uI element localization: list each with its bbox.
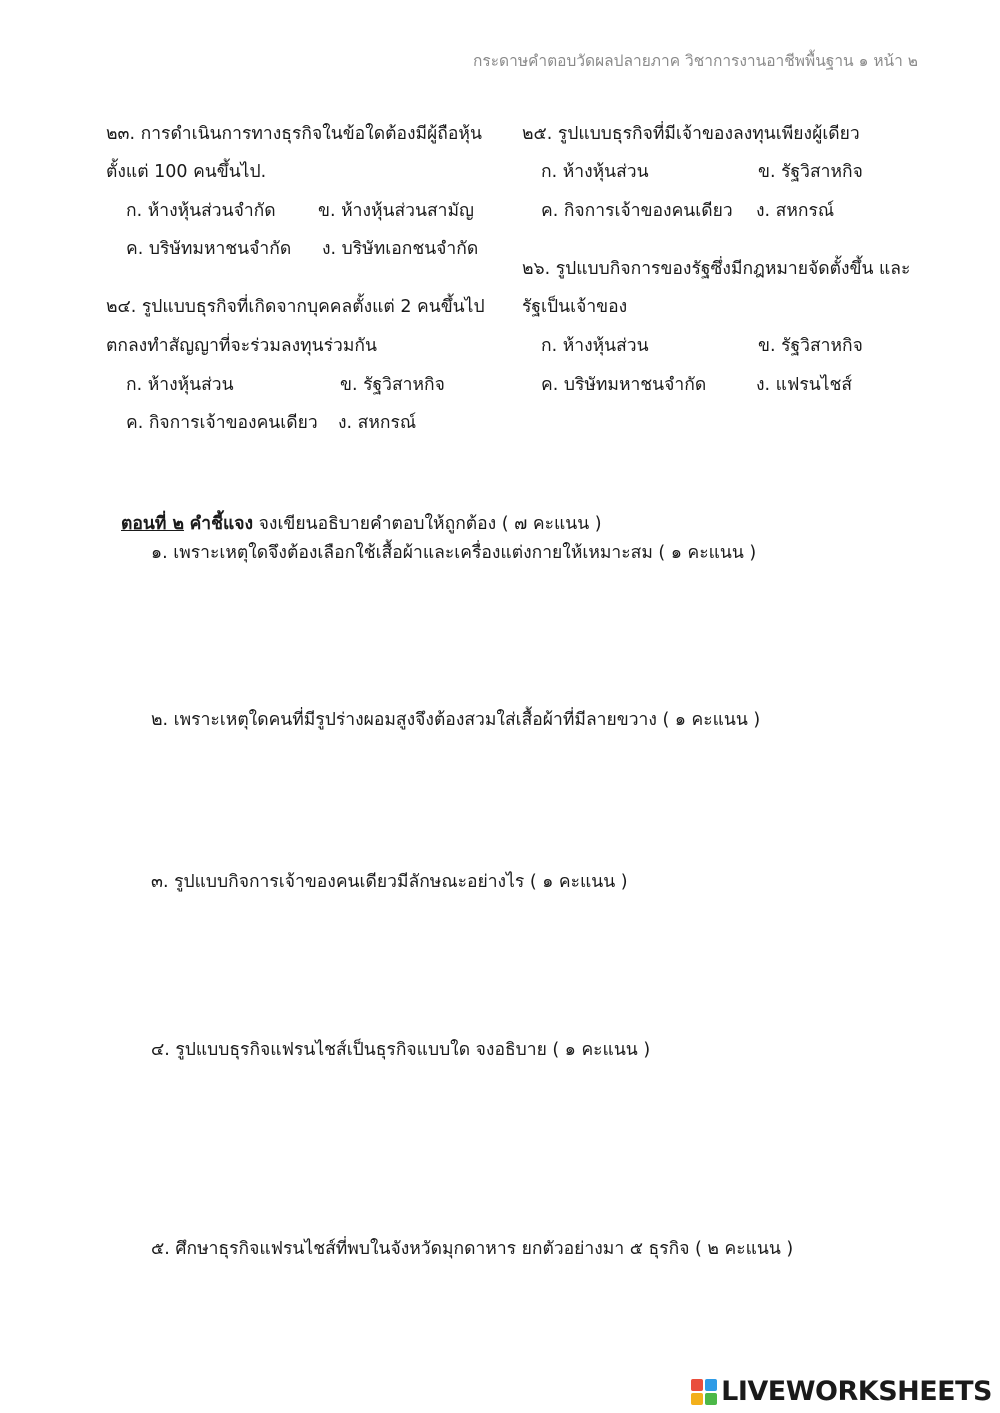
q25-option-c: ค. กิจการเจ้าของคนเดียว bbox=[541, 201, 733, 221]
q24-option-b: ข. รัฐวิสาหกิจ bbox=[340, 375, 445, 395]
q25-option-a: ก. ห้างหุ้นส่วน bbox=[541, 162, 649, 182]
q23-text-line2: ตั้งแต่ 100 คนขึ้นไป. bbox=[106, 162, 267, 182]
part2-label: ตอนที่ ๒ bbox=[121, 514, 185, 534]
q25-text-line1: ๒๕. รูปแบบธุรกิจที่มีเจ้าของลงทุนเพียงผู้เดียว bbox=[522, 124, 860, 144]
part2-question-2: ๒. เพราะเหตุใดคนที่มีรูปร่างผอมสูงจึงต้องสวมใส่เสื้อผ้าที่มีลายขวาง ( ๑ คะแนน ) bbox=[151, 710, 761, 730]
q23-option-b: ข. ห้างหุ้นส่วนสามัญ bbox=[318, 201, 474, 221]
q24-text-line1: ๒๔. รูปแบบธุรกิจที่เกิดจากบุคคลตั้งแต่ 2 คนขึ้นไป bbox=[106, 297, 485, 317]
q26-option-d: ง. แฟรนไชส์ bbox=[756, 375, 853, 395]
part2-instruction: จงเขียนอธิบายคำตอบให้ถูกต้อง ( ๗ คะแนน ) bbox=[253, 514, 602, 534]
q25-option-d: ง. สหกรณ์ bbox=[756, 201, 835, 221]
q26-text-line2: รัฐเป็นเจ้าของ bbox=[522, 297, 628, 317]
liveworksheets-logo bbox=[691, 1376, 992, 1407]
logo-block-green bbox=[705, 1393, 717, 1405]
logo-block-yellow bbox=[691, 1393, 703, 1405]
q26-text-line1: ๒๖. รูปแบบกิจการของรัฐซึ่งมีกฎหมายจัดตั้งขึ้น และ bbox=[522, 259, 911, 279]
q23-text-line1: ๒๓. การดำเนินการทางธุรกิจในข้อใดต้องมีผู้ถือหุ้น bbox=[106, 124, 482, 144]
q23-option-a: ก. ห้างหุ้นส่วนจำกัด bbox=[126, 201, 276, 221]
part2-question-5: ๕. ศึกษาธุรกิจแฟรนไชส์ที่พบในจังหวัดมุกดาหาร ยกตัวอย่างมา ๕ ธุรกิจ ( ๒ คะแนน ) bbox=[151, 1239, 794, 1259]
part2-question-4: ๔. รูปแบบธุรกิจแฟรนไชส์เป็นธุรกิจแบบใด จงอธิบาย ( ๑ คะแนน ) bbox=[151, 1040, 651, 1060]
logo-text: LIVEWORKSHEETS bbox=[721, 1376, 992, 1407]
logo-blocks-icon bbox=[691, 1379, 717, 1405]
q24-option-c: ค. กิจการเจ้าของคนเดียว bbox=[126, 413, 318, 433]
q24-option-a: ก. ห้างหุ้นส่วน bbox=[126, 375, 234, 395]
q25-option-b: ข. รัฐวิสาหกิจ bbox=[758, 162, 863, 182]
q26-option-b: ข. รัฐวิสาหกิจ bbox=[758, 336, 863, 356]
q24-option-d: ง. สหกรณ์ bbox=[338, 413, 417, 433]
q24-text-line2: ตกลงทำสัญญาที่จะร่วมลงทุนร่วมกัน bbox=[106, 336, 377, 356]
part2-instruction-label: คำชี้แจง bbox=[189, 514, 254, 534]
part2-title bbox=[121, 509, 602, 537]
logo-block-blue bbox=[705, 1379, 717, 1391]
q26-option-a: ก. ห้างหุ้นส่วน bbox=[541, 336, 649, 356]
q23-option-d: ง. บริษัทเอกชนจำกัด bbox=[322, 239, 479, 259]
q23-option-c: ค. บริษัทมหาชนจำกัด bbox=[126, 239, 292, 259]
logo-block-red bbox=[691, 1379, 703, 1391]
page-header: กระดาษคำตอบวัดผลปลายภาค วิชาการงานอาชีพพื้นฐาน ๑ หน้า ๒ bbox=[473, 52, 918, 70]
part2-question-1: ๑. เพราะเหตุใดจึงต้องเลือกใช้เสื้อผ้าและเครื่องแต่งกายให้เหมาะสม ( ๑ คะแนน ) bbox=[151, 543, 757, 563]
q26-option-c: ค. บริษัทมหาชนจำกัด bbox=[541, 375, 707, 395]
part2-question-3: ๓. รูปแบบกิจการเจ้าของคนเดียวมีลักษณะอย่างไร ( ๑ คะแนน ) bbox=[151, 872, 628, 892]
